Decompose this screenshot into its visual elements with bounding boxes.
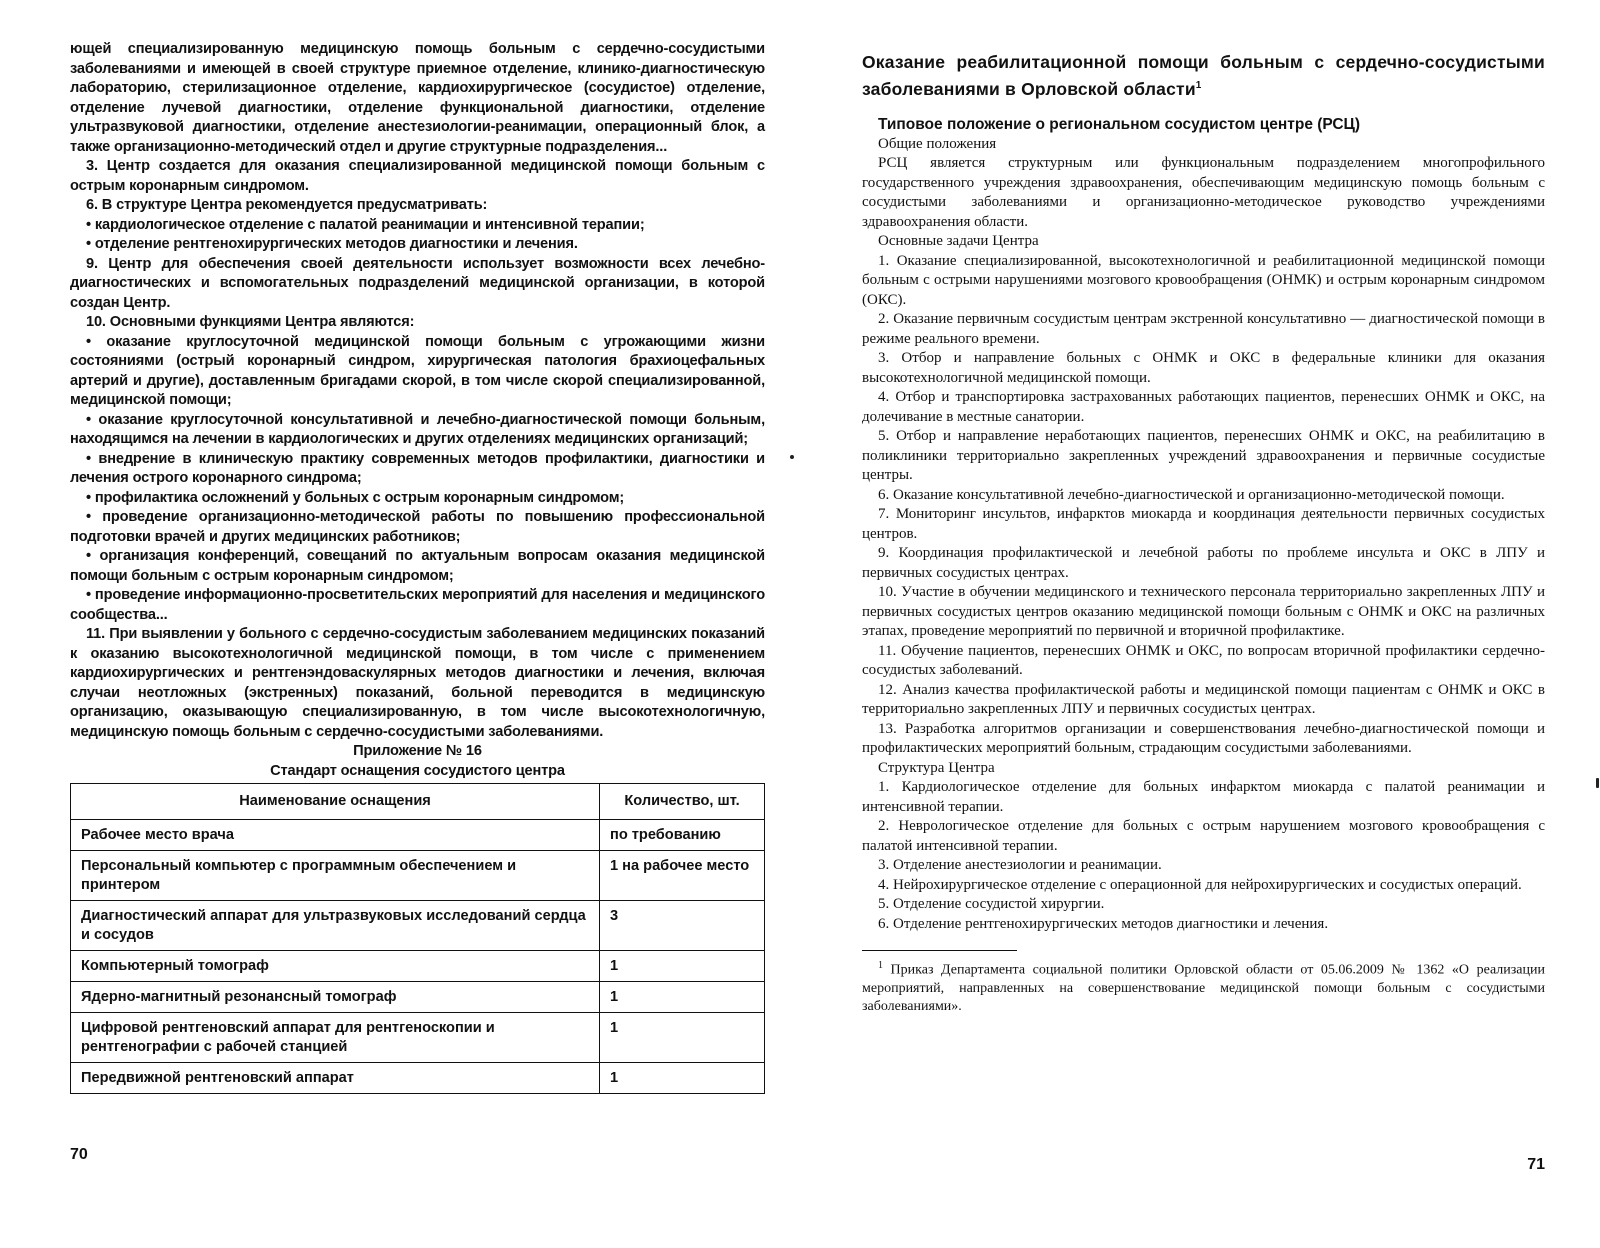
- paragraph: 5. Отбор и направление неработающих пациентов, перенесших ОНМК и ОКС, на реабилитацию в поликлиники территориально закрепленных учреждений здравоохранения и первичные сосудистые центры.: [862, 428, 1545, 484]
- section-title: Оказание реабилитационной помощи больным с сердечно-сосудистыми заболеваниями в Орловской области$^1$: [862, 52, 1545, 99]
- paragraph: 7. Мониторинг инсультов, инфарктов миокарда и координация деятельности первичных сосудистых центров.: [862, 506, 1545, 542]
- table-row: [71, 851, 765, 901]
- scan-speck: [1596, 778, 1599, 788]
- bullet-item: • отделение рентгенохирургических методов диагностики и лечения.: [86, 236, 578, 252]
- paragraph: 3. Отделение анестезиологии и реанимации.: [878, 857, 1162, 874]
- table-cell: Персональный компьютер с программным обеспечением и принтером: [71, 851, 600, 901]
- table-cell: 1: [600, 982, 765, 1013]
- paragraph: 10. Участие в обучении медицинского и технического персонала территориально закрепленных ЛПУ и первичных сосудистых центров оказанию медицинской помощи больным с ОНМК и ОКС на различных этапах, проведение мероприятий по первичной и вторичной профилактике.: [862, 584, 1545, 640]
- left-page-text: [70, 40, 765, 1094]
- paragraph: 12. Анализ качества профилактической работы и медицинской помощи пациентам с ОНМК и ОКС в территориально закрепленных ЛПУ и первичных сосудистых центрах.: [862, 681, 1545, 718]
- paragraph: 5. Отделение сосудистой хирургии.: [878, 896, 1105, 913]
- table-cell: Передвижной рентгеновский аппарат: [71, 1063, 600, 1094]
- right-page-text: [862, 50, 1545, 1016]
- footnote-mark: 1: [878, 960, 883, 972]
- subheading: Структура Центра: [878, 759, 995, 776]
- table-row: [71, 820, 765, 851]
- right-page: [862, 0, 1545, 1248]
- section-subtitle: Типовое положение о региональном сосудистом центре (РСЦ): [878, 115, 1361, 133]
- scan-speck: [790, 455, 794, 459]
- footnote-text: Приказ Департамента социальной политики Орловской области от 05.06.2009 № 1362 «О реализации мероприятий, направленных на совершенствование медицинской помощи больным с сосудистыми заболеваниями».: [862, 962, 1545, 1014]
- paragraph: 11. При выявлении у больного с сердечно-сосудистым заболеванием медицинских показаний к оказанию высокотехнологичной медицинской помощи, в том числе с применением кардиохирургических и рентгенэндоваскулярных методов диагностики и лечения, включая случаи неотложных (экстренных) показаний, больной переводится в медицинскую организацию, оказывающую специализированную, в том числе высокотехнологичную, медицинскую помощь больным с сердечно-сосудистыми заболеваниями.: [70, 626, 765, 740]
- table-cell: Диагностический аппарат для ультразвуковых исследований сердца и сосудов: [71, 901, 600, 951]
- table-cell: 1: [600, 951, 765, 982]
- left-page: [70, 0, 765, 1248]
- table-header-cell: Количество, шт.: [600, 784, 765, 820]
- bullet-item: • оказание круглосуточной консультативной и лечебно-диагностической помощи больным, находящимся на лечении в кардиологических и других отделениях медицинских организаций;: [70, 411, 765, 447]
- table-header-cell: Наименование оснащения: [71, 784, 600, 820]
- table-row: [71, 901, 765, 951]
- paragraph: 1. Кардиологическое отделение для больных инфарктом миокарда с палатой реанимации и интенсивной терапии.: [862, 779, 1545, 815]
- paragraph: РСЦ является структурным или функциональным подразделением многопрофильного государственного учреждения здравоохранения, обеспечивающим медицинскую помощь больным с сосудистыми заболеваниями и организационно-методическое руководство учреждениями здравоохранения области.: [862, 155, 1545, 230]
- paragraph: 9. Координация профилактической и лечебной работы по проблеме инсульта и ОКС в ЛПУ и первичных сосудистых центрах.: [862, 545, 1545, 581]
- page-number: 71: [1527, 1156, 1545, 1173]
- table-row: [71, 1063, 765, 1094]
- table-row: [71, 951, 765, 982]
- table-cell: 1: [600, 1063, 765, 1094]
- paragraph: 11. Обучение пациентов, перенесших ОНМК и ОКС, по вопросам вторичной профилактики сердечно-сосудистых заболеваний.: [862, 642, 1545, 679]
- paragraph: 3. Центр создается для оказания специализированной медицинской помощи больным с острым коронарным синдромом.: [70, 158, 765, 194]
- bullet-item: • профилактика осложнений у больных с острым коронарным синдромом;: [86, 489, 625, 506]
- paragraph: 10. Основными функциями Центра являются:: [86, 314, 415, 330]
- paragraph: 6. Отделение рентгенохирургических методов диагностики и лечения.: [878, 915, 1329, 932]
- table-cell: 1: [600, 1013, 765, 1063]
- subheading: Основные задачи Центра: [878, 233, 1039, 250]
- bullet-item: • проведение организационно-методической работы по повышению профессиональной подготовки врачей и других медицинских работников;: [70, 509, 765, 545]
- footnote-divider: [862, 950, 1017, 951]
- paragraph: 6. В структуре Центра рекомендуется предусматривать:: [86, 197, 488, 213]
- bullet-item: • оказание круглосуточной медицинской помощи больным с угрожающими жизни состояниями (острый коронарный синдром, хирургическая патология брахиоцефальных артерий и другие), доставленным бригадами скорой, в том числе скорой специализированной, медицинской помощи;: [70, 333, 765, 408]
- paragraph: 6. Оказание консультативной лечебно-диагностической и организационно-методической помощи.: [878, 486, 1505, 503]
- paragraph: 2. Оказание первичным сосудистым центрам экстренной консультативно — диагностической помощи в режиме реального времени.: [862, 311, 1545, 347]
- page-number: 70: [70, 1146, 88, 1163]
- bullet-item: • кардиологическое отделение с палатой реанимации и интенсивной терапии;: [86, 216, 645, 233]
- table-cell: 1 на рабочее место: [600, 851, 765, 901]
- footnote-mark: 1: [1195, 80, 1202, 91]
- bullet-item: • проведение информационно-просветительских мероприятий для населения и медицинского сообщества...: [70, 587, 765, 623]
- paragraph: 2. Неврологическое отделение для больных с острым нарушением мозгового кровообращения с палатой интенсивной терапии.: [862, 818, 1545, 854]
- table-cell: Цифровой рентгеновский аппарат для рентгеноскопии и рентгенографии с рабочей станцией: [71, 1013, 600, 1063]
- table-cell: 3: [600, 901, 765, 951]
- equipment-table: [70, 783, 765, 1094]
- table-header-row: [71, 784, 765, 820]
- table-cell: по требованию: [600, 820, 765, 851]
- bullet-item: • организация конференций, совещаний по актуальным вопросам оказания медицинской помощи больным с острым коронарным синдромом;: [70, 548, 765, 584]
- table-cell: Компьютерный томограф: [71, 951, 600, 982]
- paragraph: 4. Нейрохирургическое отделение с операционной для нейрохирургических и сосудистых операций.: [878, 876, 1522, 893]
- paragraph: 9. Центр для обеспечения своей деятельности использует возможности всех лечебно-диагностических и вспомогательных подразделений медицинской организации, в которой создан Центр.: [70, 255, 765, 311]
- paragraph: 3. Отбор и направление больных с ОНМК и ОКС в федеральные клиники для оказания высокотехнологичной медицинской помощи.: [862, 350, 1545, 386]
- table-row: [71, 1013, 765, 1063]
- footnote: [862, 957, 1545, 1016]
- paragraph: 13. Разработка алгоритмов организации и совершенствования лечебно-диагностической помощи и профилактических мероприятий больным, страдающим сосудистыми заболеваниями.: [862, 720, 1545, 757]
- paragraph: 1. Оказание специализированной, высокотехнологичной и реабилитационной медицинской помощи больным с острыми нарушениями мозгового кровообращения (ОНМК) и острым коронарным синдромом (ОКС).: [862, 252, 1545, 308]
- paragraph: ющей специализированную медицинскую помощь больным с сердечно-сосудистыми заболеваниями и имеющей в своей структуре приемное отделение, клинико-диагностическую лабораторию, стерилизационное отделение, кардиохирургическое (сосудистое) отделение, отделение лучевой диагностики, отделение функциональной диагностики, отделение ультразвуковой диагностики, отделение анестезиологии-реанимации, операционный блок, а также организационно-методический отдел и другие структурные подразделения...: [70, 41, 765, 155]
- paragraph: 4. Отбор и транспортировка застрахованных работающих пациентов, перенесших ОНМК и ОКС, на долечивание в местные санатории.: [862, 389, 1545, 425]
- table-row: [71, 982, 765, 1013]
- appendix-label: Приложение № 16: [353, 743, 482, 759]
- table-title: Стандарт оснащения сосудистого центра: [270, 762, 565, 779]
- table-cell: Рабочее место врача: [71, 820, 600, 851]
- bullet-item: • внедрение в клиническую практику современных методов профилактики, диагностики и лечения острого коронарного синдрома;: [70, 450, 765, 486]
- subheading: Общие положения: [878, 135, 997, 152]
- table-cell: Ядерно-магнитный резонансный томограф: [71, 982, 600, 1013]
